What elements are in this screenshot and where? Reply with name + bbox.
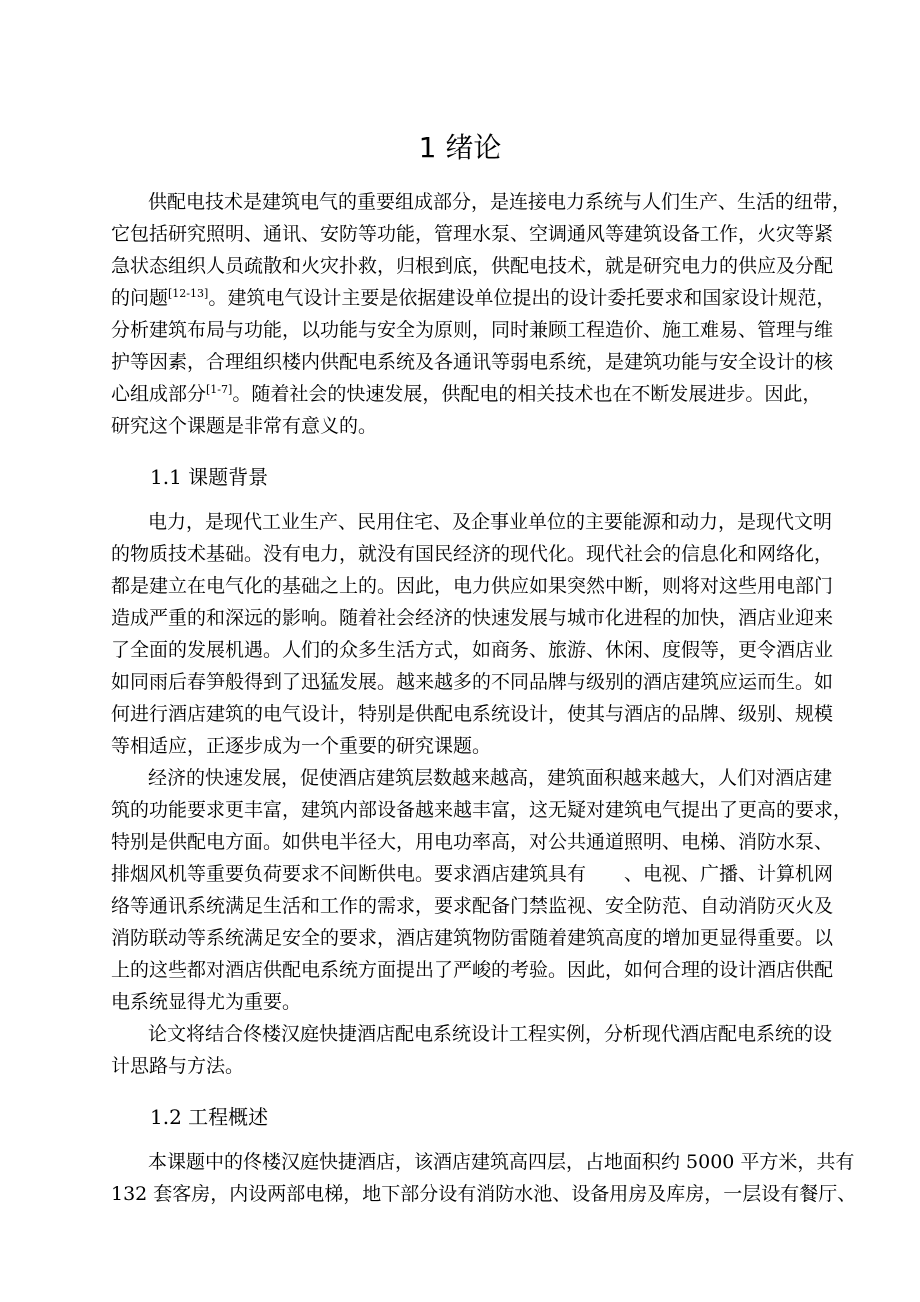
chapter-title: 1 绪论: [418, 131, 502, 164]
intro-line: 它包括研究照明、通讯、安防等功能，管理水泵、空调通风等建筑设备工作，火灾等紧: [111, 223, 834, 245]
paragraph-line: 计思路与方法。: [111, 1055, 245, 1077]
paragraph-line: 筑的功能要求更丰富，建筑内部设备越来越丰富，这无疑对建筑电气提出了更高的要求，: [111, 799, 853, 821]
section-title-1-2: 1.2 工程概述: [150, 1105, 269, 1129]
intro-text: 。随着社会的快速发展，供配电的相关技术也在不断发展进步。因此，: [232, 383, 822, 405]
paragraph-line: 电系统显得尤为重要。: [111, 991, 302, 1013]
paragraph-line: 特别是供配电方面。如供电半径大，用电功率高，对公共通道照明、电梯、消防水泵、: [111, 831, 834, 853]
intro-text: 的问题: [111, 287, 169, 309]
paragraph-line: 了全面的发展机遇。人们的众多生活方式，如商务、旅游、休闲、度假等，更令酒店业: [111, 639, 834, 661]
paragraph-line: 消防联动等系统满足安全的要求，酒店建筑物防雷随着建筑高度的增加更显得重要。以: [111, 927, 834, 949]
paragraph-line: 本课题中的佟楼汉庭快捷酒店，该酒店建筑高四层，占地面积约 5000 平方米，共有: [148, 1151, 855, 1173]
paragraph-line: 的物质技术基础。没有电力，就没有国民经济的现代化。现代社会的信息化和网络化，: [111, 543, 834, 565]
paragraph-line: 电力，是现代工业生产、民用住宅、及企事业单位的主要能源和动力，是现代文明: [148, 511, 833, 533]
intro-text: 心组成部分: [111, 383, 207, 405]
section-title-1-1: 1.1 课题背景: [150, 465, 269, 489]
paragraph-line: 都是建立在电气化的基础之上的。因此，电力供应如果突然中断，则将对这些用电部门: [111, 575, 834, 597]
intro-text: 。建筑电气设计主要是依据建设单位提出的设计委托要求和国家设计规范，: [208, 287, 836, 309]
intro-line: 供配电技术是建筑电气的重要组成部分，是连接电力系统与人们生产、生活的纽带，: [148, 191, 852, 213]
paragraph-line: 络等通讯系统满足生活和工作的需求，要求配备门禁监视、安全防范、自动消防灭火及: [111, 895, 834, 917]
paragraph-line: 132 套客房，内设两部电梯，地下部分设有消防水池、设备用房及库房，一层设有餐厅、: [111, 1183, 857, 1205]
intro-line: 急状态组织人员疏散和火灾扑救，归根到底，供配电技术，就是研究电力的供应及分配: [111, 255, 834, 277]
intro-line: 分析建筑布局与功能，以功能与安全为原则，同时兼顾工程造价、施工难易、管理与维: [111, 319, 834, 341]
paragraph-line: 论文将结合佟楼汉庭快捷酒店配电系统设计工程实例，分析现代酒店配电系统的设: [148, 1023, 833, 1045]
paragraph-line: 如同雨后春笋般得到了迅猛发展。越来越多的不同品牌与级别的酒店建筑应运而生。如: [111, 671, 834, 693]
paragraph-line: 何进行酒店建筑的电气设计，特别是供配电系统设计，使其与酒店的品牌、级别、规模: [111, 703, 834, 725]
intro-line-with-citation: [111, 380, 822, 408]
paragraph-line: 造成严重的和深远的影响。随着社会经济的快速发展与城市化进程的加快，酒店业迎来: [111, 607, 834, 629]
paragraph-line: 上的这些都对酒店供配电系统方面提出了严峻的考验。因此，如何合理的设计酒店供配: [111, 959, 834, 981]
citation: [12-13]: [168, 287, 209, 300]
intro-line-with-citation: [111, 284, 836, 312]
paragraph-line: 排烟风机等重要负荷要求不间断供电。要求酒店建筑具有 、电视、广播、计算机网: [111, 863, 834, 885]
intro-line: 护等因素，合理组织楼内供配电系统及各通讯等弱电系统，是建筑功能与安全设计的核: [111, 351, 834, 373]
citation: [1-7]: [206, 383, 233, 396]
intro-line: 研究这个课题是非常有意义的。: [111, 415, 378, 437]
paragraph-line: 等相适应，正逐步成为一个重要的研究课题。: [111, 735, 492, 757]
paragraph-line: 经济的快速发展，促使酒店建筑层数越来越高，建筑面积越来越大，人们对酒店建: [148, 767, 833, 789]
